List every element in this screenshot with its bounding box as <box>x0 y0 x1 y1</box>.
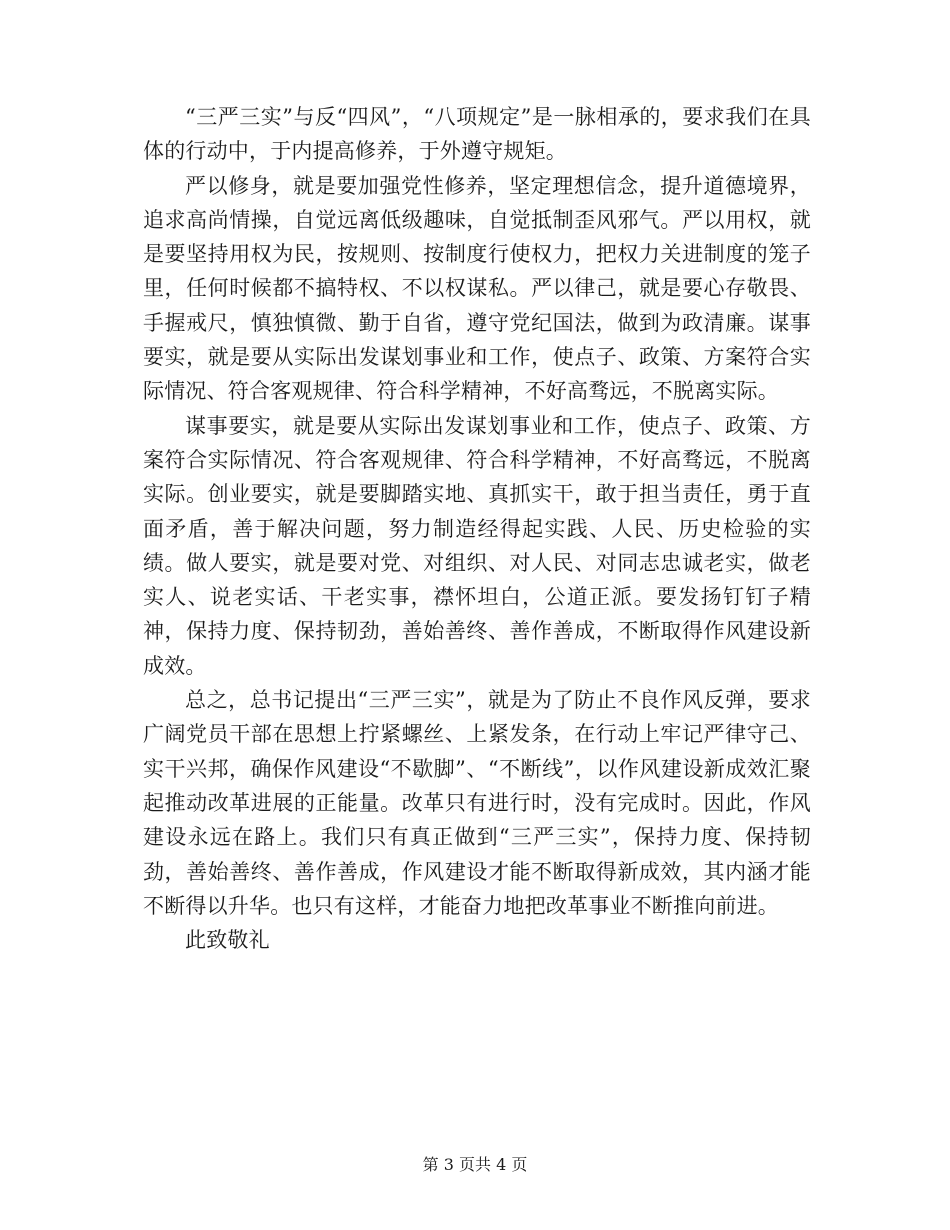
closing-salutation: 此致敬礼 <box>185 928 270 953</box>
paragraph-three-practicals: 谋事要实，就是要从实际出发谋划事业和工作，使点子、政策、方案符合实际情况、符合客观规律、符合科学精神，不好高骛远，不脱离实际。创业要实，就是要脚踏实地、真抓实干，敢于担当责任，勇于直面矛盾，善于解决问题，努力制造经得起实践、人民、历史检验的实绩。做人要实，就是要对党、对组织、对人民、对同志忠诚老实，做老实人、说老实话、干老实事，襟怀坦白，公道正派。要发扬钉钉子精神，保持力度、保持韧劲，善始善终、善作善成，不断取得作风建设新成效。 <box>143 413 811 678</box>
paragraph-conclusion: 总之，总书记提出“三严三实”，就是为了防止不良作风反弹，要求广阔党员干部在思想上拧紧螺丝、上紧发条，在行动上牢记严律守己、实干兴邦，确保作风建设“不歇脚”、“不断线”，以作风建设新成效汇聚起推动改革进展的正能量。改革只有进行时，没有完成时。因此，作风建设永远在路上。我们只有真正做到“三严三实”，保持力度、保持韧劲，善始善终、善作善成，作风建设才能不断取得新成效，其内涵才能不断得以升华。也只有这样，才能奋力地把改革事业不断推向前进。 <box>143 688 811 918</box>
paragraph-intro: “三严三实”与反“四风”，“八项规定”是一脉相承的，要求我们在具体的行动中，于内提高修养，于外遵守规矩。 <box>143 105 811 164</box>
page-number-footer: 第 3 页共 4 页 <box>422 1155 528 1174</box>
document-body <box>143 100 811 957</box>
paragraph-three-stricts: 严以修身，就是要加强党性修养，坚定理想信念，提升道德境界，追求高尚情操，自觉远离低级趣味，自觉抵制歪风邪气。严以用权，就是要坚持用权为民，按规则、按制度行使权力，把权力关进制度的笼子里，任何时候都不搞特权、不以权谋私。严以律己，就是要心存敬畏、手握戒尺，慎独慎微、勤于自省，遵守党纪国法，做到为政清廉。谋事要实，就是要从实际出发谋划事业和工作，使点子、政策、方案符合实际情况、符合客观规律、符合科学精神，不好高骛远，不脱离实际。 <box>143 173 811 404</box>
